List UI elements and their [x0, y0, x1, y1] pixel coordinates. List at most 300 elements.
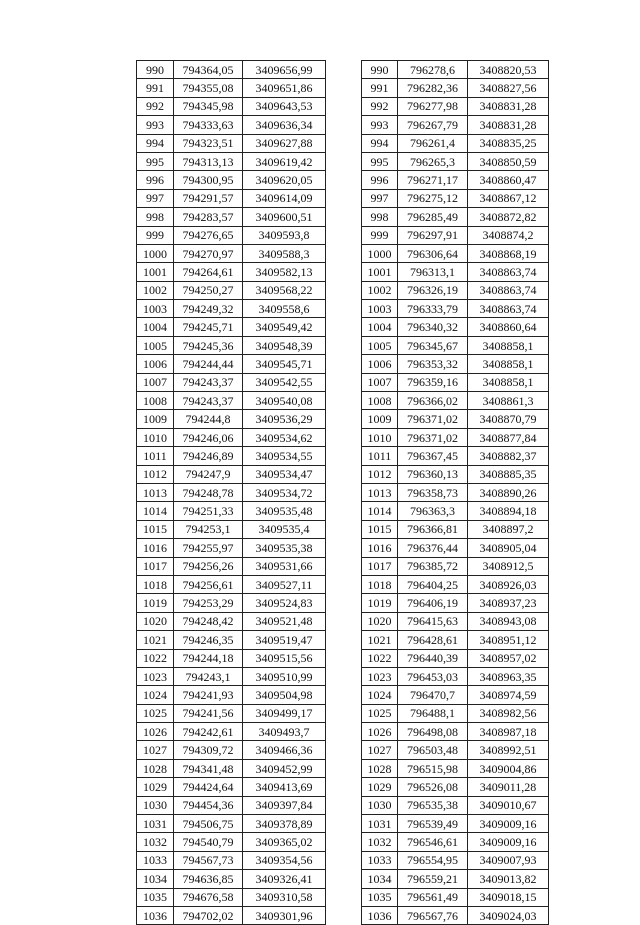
y-coordinate-cell: 3409009,16 — [468, 833, 549, 851]
y-coordinate-cell: 3408982,56 — [468, 704, 549, 722]
table-row — [137, 355, 326, 373]
point-number-cell: 1010 — [362, 428, 398, 446]
point-number-cell: 1016 — [362, 539, 398, 557]
table-row — [137, 796, 326, 814]
y-coordinate-cell: 3409024,03 — [468, 906, 549, 924]
x-coordinate-cell: 796535,38 — [398, 796, 468, 814]
table-row — [137, 171, 326, 189]
x-coordinate-cell: 796313,1 — [398, 263, 468, 281]
y-coordinate-cell: 3409499,17 — [243, 704, 326, 722]
table-row — [362, 649, 549, 667]
y-coordinate-cell: 3408863,74 — [468, 300, 549, 318]
x-coordinate-cell: 794424,64 — [174, 778, 243, 796]
table-row — [362, 557, 549, 575]
point-number-cell: 991 — [362, 79, 398, 97]
point-number-cell: 1009 — [137, 410, 174, 428]
y-coordinate-cell: 3409378,89 — [243, 815, 326, 833]
x-coordinate-cell: 794341,48 — [174, 759, 243, 777]
y-coordinate-cell: 3409535,48 — [243, 502, 326, 520]
y-coordinate-cell: 3409534,72 — [243, 483, 326, 501]
x-coordinate-cell: 796282,36 — [398, 79, 468, 97]
point-number-cell: 1030 — [137, 796, 174, 814]
point-number-cell: 1015 — [362, 520, 398, 538]
x-coordinate-cell: 796366,81 — [398, 520, 468, 538]
point-number-cell: 1010 — [137, 428, 174, 446]
y-coordinate-cell: 3409627,88 — [243, 134, 326, 152]
table-row — [137, 851, 326, 869]
y-coordinate-cell: 3408872,82 — [468, 208, 549, 226]
point-number-cell: 1002 — [362, 281, 398, 299]
table-row — [137, 465, 326, 483]
point-number-cell: 1012 — [137, 465, 174, 483]
point-number-cell: 1015 — [137, 520, 174, 538]
x-coordinate-cell: 794255,97 — [174, 539, 243, 557]
x-coordinate-cell: 796278,6 — [398, 61, 468, 79]
x-coordinate-cell: 794249,32 — [174, 300, 243, 318]
x-coordinate-cell: 794276,65 — [174, 226, 243, 244]
point-number-cell: 1017 — [362, 557, 398, 575]
x-coordinate-cell: 796470,7 — [398, 686, 468, 704]
x-coordinate-cell: 794244,8 — [174, 410, 243, 428]
point-number-cell: 1012 — [362, 465, 398, 483]
point-number-cell: 1004 — [137, 318, 174, 336]
table-row — [362, 704, 549, 722]
table-row — [362, 796, 549, 814]
y-coordinate-cell: 3408974,59 — [468, 686, 549, 704]
x-coordinate-cell: 796265,3 — [398, 152, 468, 170]
point-number-cell: 1006 — [362, 355, 398, 373]
x-coordinate-cell: 794245,71 — [174, 318, 243, 336]
x-coordinate-cell: 796353,32 — [398, 355, 468, 373]
point-number-cell: 991 — [137, 79, 174, 97]
point-number-cell: 1023 — [362, 667, 398, 685]
y-coordinate-cell: 3409534,55 — [243, 447, 326, 465]
x-coordinate-cell: 796376,44 — [398, 539, 468, 557]
y-coordinate-cell: 3408926,03 — [468, 575, 549, 593]
table-row — [137, 336, 326, 354]
table-row — [362, 300, 549, 318]
table-row — [362, 906, 549, 924]
point-number-cell: 1018 — [362, 575, 398, 593]
x-coordinate-cell: 796363,3 — [398, 502, 468, 520]
x-coordinate-cell: 794454,36 — [174, 796, 243, 814]
point-number-cell: 1011 — [362, 447, 398, 465]
point-number-cell: 1034 — [362, 870, 398, 888]
point-number-cell: 995 — [137, 152, 174, 170]
y-coordinate-cell: 3409651,86 — [243, 79, 326, 97]
point-number-cell: 1001 — [362, 263, 398, 281]
table-row — [137, 263, 326, 281]
table-row — [137, 741, 326, 759]
x-coordinate-cell: 794253,29 — [174, 594, 243, 612]
point-number-cell: 1026 — [362, 723, 398, 741]
table-row — [137, 428, 326, 446]
x-coordinate-cell: 796271,17 — [398, 171, 468, 189]
x-coordinate-cell: 796366,02 — [398, 392, 468, 410]
x-coordinate-cell: 794300,95 — [174, 171, 243, 189]
y-coordinate-cell: 3409582,13 — [243, 263, 326, 281]
x-coordinate-cell: 794323,51 — [174, 134, 243, 152]
x-coordinate-cell: 794291,57 — [174, 189, 243, 207]
x-coordinate-cell: 796371,02 — [398, 428, 468, 446]
table-row — [362, 870, 549, 888]
point-number-cell: 1026 — [137, 723, 174, 741]
y-coordinate-cell: 3408877,84 — [468, 428, 549, 446]
point-number-cell: 1023 — [137, 667, 174, 685]
point-number-cell: 992 — [362, 97, 398, 115]
y-coordinate-cell: 3409636,34 — [243, 116, 326, 134]
y-coordinate-cell: 3409011,28 — [468, 778, 549, 796]
x-coordinate-cell: 794264,61 — [174, 263, 243, 281]
table-row — [362, 428, 549, 446]
point-number-cell: 1032 — [362, 833, 398, 851]
table-row — [137, 61, 326, 79]
x-coordinate-cell: 796360,13 — [398, 465, 468, 483]
point-number-cell: 996 — [137, 171, 174, 189]
table-row — [137, 208, 326, 226]
y-coordinate-cell: 3409619,42 — [243, 152, 326, 170]
table-row — [362, 281, 549, 299]
x-coordinate-cell: 794355,08 — [174, 79, 243, 97]
y-coordinate-cell: 3409510,99 — [243, 667, 326, 685]
point-number-cell: 1007 — [137, 373, 174, 391]
y-coordinate-cell: 3409397,84 — [243, 796, 326, 814]
x-coordinate-cell: 796326,19 — [398, 281, 468, 299]
table-row — [362, 612, 549, 630]
table-row — [362, 723, 549, 741]
x-coordinate-cell: 796440,39 — [398, 649, 468, 667]
x-coordinate-cell: 794244,18 — [174, 649, 243, 667]
point-number-cell: 1030 — [362, 796, 398, 814]
x-coordinate-cell: 796515,98 — [398, 759, 468, 777]
table-row — [137, 649, 326, 667]
point-number-cell: 1022 — [362, 649, 398, 667]
y-coordinate-cell: 3409493,7 — [243, 723, 326, 741]
table-row — [137, 189, 326, 207]
y-coordinate-cell: 3409310,58 — [243, 888, 326, 906]
point-number-cell: 1031 — [362, 815, 398, 833]
table-row — [362, 631, 549, 649]
y-coordinate-cell: 3409535,38 — [243, 539, 326, 557]
point-number-cell: 1031 — [137, 815, 174, 833]
table-row — [137, 134, 326, 152]
table-row — [362, 189, 549, 207]
y-coordinate-cell: 3409354,56 — [243, 851, 326, 869]
y-coordinate-cell: 3409535,4 — [243, 520, 326, 538]
point-number-cell: 1013 — [137, 483, 174, 501]
table-row — [137, 97, 326, 115]
x-coordinate-cell: 796546,61 — [398, 833, 468, 851]
coordinates-table-left — [136, 60, 326, 925]
y-coordinate-cell: 3408863,74 — [468, 281, 549, 299]
y-coordinate-cell: 3409614,09 — [243, 189, 326, 207]
x-coordinate-cell: 794283,57 — [174, 208, 243, 226]
x-coordinate-cell: 794540,79 — [174, 833, 243, 851]
point-number-cell: 1019 — [137, 594, 174, 612]
table-row — [137, 318, 326, 336]
table-row — [362, 116, 549, 134]
x-coordinate-cell: 794333,63 — [174, 116, 243, 134]
x-coordinate-cell: 796406,19 — [398, 594, 468, 612]
y-coordinate-cell: 3408858,1 — [468, 355, 549, 373]
y-coordinate-cell: 3409568,22 — [243, 281, 326, 299]
point-number-cell: 1013 — [362, 483, 398, 501]
table-row — [362, 888, 549, 906]
table-row — [362, 833, 549, 851]
table-row — [137, 410, 326, 428]
x-coordinate-cell: 796306,64 — [398, 244, 468, 262]
point-number-cell: 998 — [362, 208, 398, 226]
y-coordinate-cell: 3409004,86 — [468, 759, 549, 777]
point-number-cell: 1035 — [137, 888, 174, 906]
x-coordinate-cell: 794243,37 — [174, 392, 243, 410]
table-row — [362, 502, 549, 520]
point-number-cell: 1028 — [362, 759, 398, 777]
point-number-cell: 1022 — [137, 649, 174, 667]
x-coordinate-cell: 796559,21 — [398, 870, 468, 888]
y-coordinate-cell: 3408858,1 — [468, 373, 549, 391]
point-number-cell: 1017 — [137, 557, 174, 575]
table-row — [137, 539, 326, 557]
y-coordinate-cell: 3409620,05 — [243, 171, 326, 189]
x-coordinate-cell: 796539,49 — [398, 815, 468, 833]
y-coordinate-cell: 3408863,74 — [468, 263, 549, 281]
table-row — [137, 631, 326, 649]
x-coordinate-cell: 796359,16 — [398, 373, 468, 391]
table-row — [137, 759, 326, 777]
point-number-cell: 994 — [362, 134, 398, 152]
point-number-cell: 1003 — [137, 300, 174, 318]
y-coordinate-cell: 3408820,53 — [468, 61, 549, 79]
table-row — [362, 851, 549, 869]
y-coordinate-cell: 3408831,28 — [468, 97, 549, 115]
table-row — [137, 244, 326, 262]
y-coordinate-cell: 3409531,66 — [243, 557, 326, 575]
table-row — [137, 557, 326, 575]
table-row — [362, 134, 549, 152]
y-coordinate-cell: 3409527,11 — [243, 575, 326, 593]
table-row — [362, 97, 549, 115]
y-coordinate-cell: 3409013,82 — [468, 870, 549, 888]
point-number-cell: 1027 — [362, 741, 398, 759]
y-coordinate-cell: 3408951,12 — [468, 631, 549, 649]
x-coordinate-cell: 796503,48 — [398, 741, 468, 759]
table-row — [137, 79, 326, 97]
x-coordinate-cell: 794246,06 — [174, 428, 243, 446]
y-coordinate-cell: 3408894,18 — [468, 502, 549, 520]
table-row — [137, 392, 326, 410]
x-coordinate-cell: 796275,12 — [398, 189, 468, 207]
table-row — [137, 704, 326, 722]
x-coordinate-cell: 796561,49 — [398, 888, 468, 906]
table-row — [362, 686, 549, 704]
y-coordinate-cell: 3408943,08 — [468, 612, 549, 630]
point-number-cell: 1002 — [137, 281, 174, 299]
point-number-cell: 1029 — [137, 778, 174, 796]
table-row — [137, 373, 326, 391]
table-row — [137, 281, 326, 299]
y-coordinate-cell: 3409545,71 — [243, 355, 326, 373]
y-coordinate-cell: 3408850,59 — [468, 152, 549, 170]
table-row — [137, 870, 326, 888]
table-row — [362, 263, 549, 281]
table-row — [137, 116, 326, 134]
x-coordinate-cell: 794270,97 — [174, 244, 243, 262]
point-number-cell: 998 — [137, 208, 174, 226]
table-row — [362, 355, 549, 373]
x-coordinate-cell: 796358,73 — [398, 483, 468, 501]
table-row — [137, 833, 326, 851]
table-row — [362, 410, 549, 428]
x-coordinate-cell: 794506,75 — [174, 815, 243, 833]
y-coordinate-cell: 3409548,39 — [243, 336, 326, 354]
y-coordinate-cell: 3409534,62 — [243, 428, 326, 446]
table-row — [362, 208, 549, 226]
y-coordinate-cell: 3409301,96 — [243, 906, 326, 924]
x-coordinate-cell: 794256,61 — [174, 575, 243, 593]
x-coordinate-cell: 794247,9 — [174, 465, 243, 483]
y-coordinate-cell: 3408890,26 — [468, 483, 549, 501]
x-coordinate-cell: 794250,27 — [174, 281, 243, 299]
point-number-cell: 1021 — [362, 631, 398, 649]
x-coordinate-cell: 794636,85 — [174, 870, 243, 888]
x-coordinate-cell: 794248,78 — [174, 483, 243, 501]
point-number-cell: 1035 — [362, 888, 398, 906]
y-coordinate-cell: 3409009,16 — [468, 815, 549, 833]
table-row — [362, 336, 549, 354]
point-number-cell: 1021 — [137, 631, 174, 649]
table-row — [137, 483, 326, 501]
y-coordinate-cell: 3408882,37 — [468, 447, 549, 465]
y-coordinate-cell: 3408835,25 — [468, 134, 549, 152]
x-coordinate-cell: 796404,25 — [398, 575, 468, 593]
x-coordinate-cell: 794248,42 — [174, 612, 243, 630]
table-row — [362, 483, 549, 501]
point-number-cell: 999 — [137, 226, 174, 244]
y-coordinate-cell: 3409600,51 — [243, 208, 326, 226]
y-coordinate-cell: 3408858,1 — [468, 336, 549, 354]
x-coordinate-cell: 794243,37 — [174, 373, 243, 391]
point-number-cell: 1005 — [137, 336, 174, 354]
x-coordinate-cell: 796498,08 — [398, 723, 468, 741]
point-number-cell: 1009 — [362, 410, 398, 428]
y-coordinate-cell: 3408963,35 — [468, 667, 549, 685]
y-coordinate-cell: 3409521,48 — [243, 612, 326, 630]
x-coordinate-cell: 794364,05 — [174, 61, 243, 79]
point-number-cell: 1003 — [362, 300, 398, 318]
point-number-cell: 994 — [137, 134, 174, 152]
table-row — [137, 815, 326, 833]
table-row — [137, 575, 326, 593]
y-coordinate-cell: 3409466,36 — [243, 741, 326, 759]
y-coordinate-cell: 3408874,2 — [468, 226, 549, 244]
table-row — [137, 520, 326, 538]
table-row — [362, 392, 549, 410]
x-coordinate-cell: 794345,98 — [174, 97, 243, 115]
point-number-cell: 1014 — [137, 502, 174, 520]
point-number-cell: 1025 — [362, 704, 398, 722]
point-number-cell: 997 — [362, 189, 398, 207]
table-row — [362, 667, 549, 685]
x-coordinate-cell: 796385,72 — [398, 557, 468, 575]
point-number-cell: 993 — [362, 116, 398, 134]
y-coordinate-cell: 3408957,02 — [468, 649, 549, 667]
y-coordinate-cell: 3408861,3 — [468, 392, 549, 410]
point-number-cell: 1025 — [137, 704, 174, 722]
y-coordinate-cell: 3408831,28 — [468, 116, 549, 134]
point-number-cell: 1018 — [137, 575, 174, 593]
table-row — [362, 815, 549, 833]
x-coordinate-cell: 796261,4 — [398, 134, 468, 152]
y-coordinate-cell: 3409007,93 — [468, 851, 549, 869]
x-coordinate-cell: 796488,1 — [398, 704, 468, 722]
y-coordinate-cell: 3409558,6 — [243, 300, 326, 318]
x-coordinate-cell: 796297,91 — [398, 226, 468, 244]
table-row — [137, 502, 326, 520]
table-row — [137, 226, 326, 244]
y-coordinate-cell: 3409588,3 — [243, 244, 326, 262]
table-row — [362, 152, 549, 170]
y-coordinate-cell: 3409534,47 — [243, 465, 326, 483]
table-row — [362, 244, 549, 262]
y-coordinate-cell: 3408905,04 — [468, 539, 549, 557]
x-coordinate-cell: 796333,79 — [398, 300, 468, 318]
point-number-cell: 996 — [362, 171, 398, 189]
table-row — [362, 539, 549, 557]
point-number-cell: 1004 — [362, 318, 398, 336]
table-row — [137, 778, 326, 796]
y-coordinate-cell: 3409515,56 — [243, 649, 326, 667]
y-coordinate-cell: 3409656,99 — [243, 61, 326, 79]
y-coordinate-cell: 3409524,83 — [243, 594, 326, 612]
table-row — [362, 373, 549, 391]
x-coordinate-cell: 794246,35 — [174, 631, 243, 649]
x-coordinate-cell: 796554,95 — [398, 851, 468, 869]
point-number-cell: 995 — [362, 152, 398, 170]
x-coordinate-cell: 796285,49 — [398, 208, 468, 226]
y-coordinate-cell: 3408987,18 — [468, 723, 549, 741]
y-coordinate-cell: 3409549,42 — [243, 318, 326, 336]
x-coordinate-cell: 794245,36 — [174, 336, 243, 354]
table-row — [137, 594, 326, 612]
x-coordinate-cell: 794256,26 — [174, 557, 243, 575]
y-coordinate-cell: 3409542,55 — [243, 373, 326, 391]
table-row — [362, 465, 549, 483]
x-coordinate-cell: 794251,33 — [174, 502, 243, 520]
point-number-cell: 1008 — [137, 392, 174, 410]
y-coordinate-cell: 3409452,99 — [243, 759, 326, 777]
table-row — [362, 447, 549, 465]
point-number-cell: 1032 — [137, 833, 174, 851]
y-coordinate-cell: 3408860,64 — [468, 318, 549, 336]
y-coordinate-cell: 3409326,41 — [243, 870, 326, 888]
point-number-cell: 1033 — [137, 851, 174, 869]
x-coordinate-cell: 794702,02 — [174, 906, 243, 924]
y-coordinate-cell: 3408937,23 — [468, 594, 549, 612]
x-coordinate-cell: 796371,02 — [398, 410, 468, 428]
point-number-cell: 1001 — [137, 263, 174, 281]
x-coordinate-cell: 796428,61 — [398, 631, 468, 649]
y-coordinate-cell: 3408885,35 — [468, 465, 549, 483]
point-number-cell: 1020 — [362, 612, 398, 630]
point-number-cell: 1011 — [137, 447, 174, 465]
y-coordinate-cell: 3408867,12 — [468, 189, 549, 207]
y-coordinate-cell: 3409018,15 — [468, 888, 549, 906]
coordinates-table-right — [361, 60, 549, 925]
point-number-cell: 999 — [362, 226, 398, 244]
table-row — [137, 888, 326, 906]
point-number-cell: 1020 — [137, 612, 174, 630]
